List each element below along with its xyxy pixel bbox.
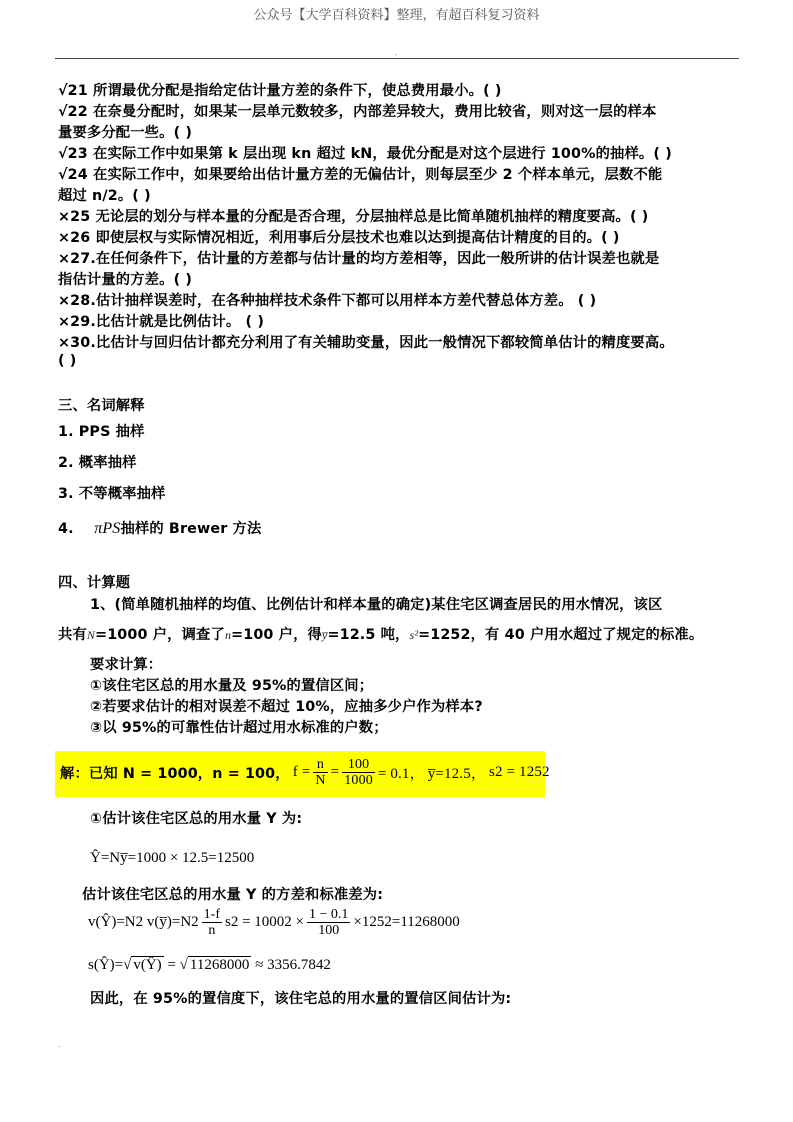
section-3-title: 三、名词解释 — [58, 398, 145, 414]
fraction-n-over-N: $\frac{n}{N}$ — [315, 757, 326, 788]
header-rule — [55, 58, 739, 59]
question-29: ×29.比估计就是比例估计。 ( ) — [58, 314, 264, 330]
question-23: √23 在实际工作中如果第 k 层出现 kn 超过 kN，最优分配是对这个层进行 100%的抽样。( ) — [58, 146, 672, 162]
requirement-3: ③以 95%的可靠性估计超过用水标准的户数； — [90, 720, 388, 736]
requirement-2: ②若要求估计的相对误差不超过 10%，应抽多少户作为样本? — [90, 699, 483, 715]
variance-formula: v(Ŷ)=N2 v(y̅)=N2 $\frac{1-f}{n}$ s2 = 10002 × $\frac{1 - 0.1}{100}$ ×1252=11268000 — [88, 907, 460, 938]
question-24-cont: 超过 n/2。( ) — [58, 188, 151, 204]
term-1: 1. PPS 抽样 — [58, 424, 145, 440]
fraction-100-over-1000: $\frac{100}{1000}$ — [344, 757, 373, 788]
question-26: ×26 即使层权与实际情况相近，利用事后分层技术也难以达到提高估计精度的目的。( ) — [58, 230, 620, 246]
pi-ps-symbol: πPS — [94, 520, 121, 537]
term-4: 4. πPS抽样的 Brewer 方法 — [58, 520, 262, 537]
solution-given: 解：已知 N = 1000，n = 100， f = $\frac{n}{N}$ = $\frac{100}{1000}$ = 0.1， y̅=12.5， s2 = 1252 — [60, 757, 550, 788]
variance-title: 估计该住宅区总的用水量 Y 的方差和标准差为: — [82, 887, 384, 903]
std-dev-formula: s(Ŷ)=√ v(Ŷ) = √ 11268000 ≈ 3356.7842 — [88, 957, 331, 973]
question-30: ×30.比估计与回归估计都充分利用了有关辅助变量，因此一般情况下都较简单估计的精度要高。 — [58, 335, 674, 351]
question-22-cont: 量要多分配一些。( ) — [58, 125, 193, 141]
footer-dot: . — [58, 1040, 61, 1049]
question-21: √21 所谓最优分配是指给定估计量方差的条件下，使总费用最小。( ) — [58, 83, 502, 99]
question-25: ×25 无论层的划分与样本量的分配是否合理，分层抽样总是比简单随机抽样的精度要高。( ) — [58, 209, 649, 225]
question-24: √24 在实际工作中，如果要给出估计量方差的无偏估计，则每层至少 2 个样本单元，层数不能 — [58, 167, 663, 183]
requirements-title: 要求计算： — [90, 657, 163, 673]
section-4-title: 四、计算题 — [58, 575, 131, 591]
question-28: ×28.估计抽样误差时，在各种抽样技术条件下都可以用样本方差代替总体方差。 ( ) — [58, 293, 597, 309]
requirement-1: ①该住宅区总的用水量及 95%的置信区间； — [90, 678, 374, 694]
term-3: 3. 不等概率抽样 — [58, 486, 166, 502]
problem-line-2: 共有N=1000 户，调查了n=100 户，得y̅=12.5 吨，s²=1252，有 40 户用水超过了规定的标准。 — [58, 627, 704, 643]
step-1-title: ①估计该住宅区总的用水量 Y 为: — [90, 811, 303, 827]
question-27: ×27.在任何条件下，估计量的方差都与估计量的均方差相等，因此一般所讲的估计误差也就是 — [58, 251, 660, 267]
page-header: 公众号【大学百科资料】整理，有超百科复习资料 — [253, 8, 540, 23]
question-27-cont: 指估计量的方差。( ) — [58, 272, 193, 288]
problem-line-1: 1、(简单随机抽样的均值、比例估计和样本量的确定)某住宅区调查居民的用水情况，该区 — [90, 597, 663, 613]
question-30-cont: ( ) — [58, 353, 77, 369]
estimate-total-formula: Ŷ=Ny̅=1000 × 12.5=12500 — [90, 850, 255, 866]
term-2: 2. 概率抽样 — [58, 455, 137, 471]
conclusion-line: 因此，在 95%的置信度下，该住宅总的用水量的置信区间估计为: — [90, 991, 512, 1007]
header-dot: . — [395, 48, 398, 57]
question-22: √22 在奈曼分配时，如果某一层单元数较多，内部差异较大，费用比较省，则对这一层的样本 — [58, 104, 657, 120]
